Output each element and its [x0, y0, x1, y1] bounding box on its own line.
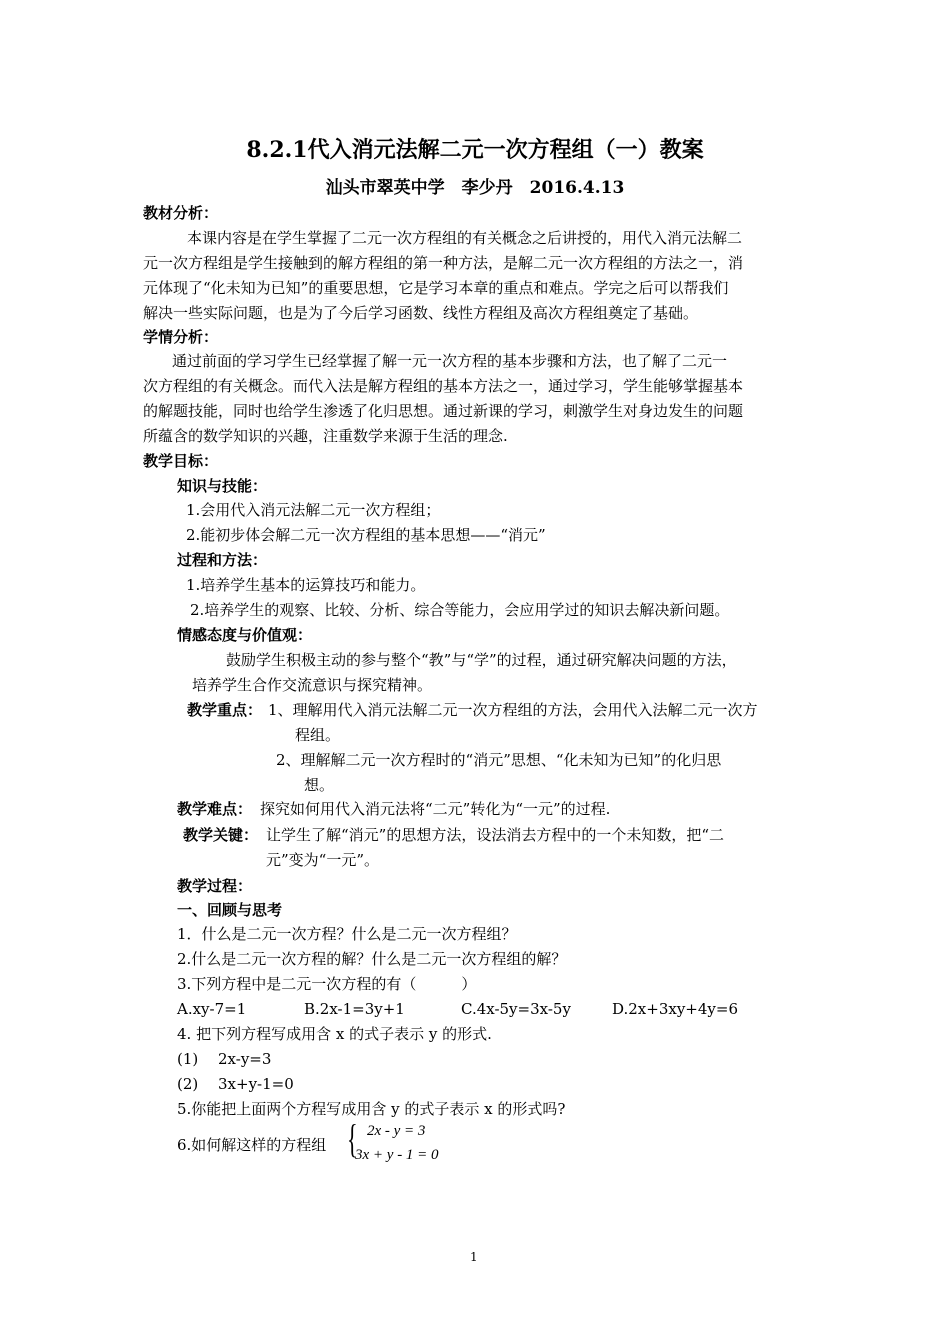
option-b: B.2x-1=3y+1 — [304, 1000, 405, 1018]
focus-item: 1、理解用代入消元法解二元一次方程组的方法，会用代入法解二元一次方 — [268, 701, 758, 719]
emotion-line: 鼓励学生积极主动的参与整个“教”与“学”的过程，通过研究解决问题的方法， — [226, 651, 737, 669]
page-subtitle: 汕头市翠英中学 李少丹 2016.4.13 — [325, 178, 625, 198]
students-line: 所蕴含的数学知识的兴趣，注重数学来源于生活的理念. — [143, 427, 508, 445]
system-equation: 3x + y - 1 = 0 — [355, 1147, 439, 1163]
process-heading: 过程和方法： — [177, 551, 268, 569]
key-text: 让学生了解“消元”的思想方法，设法消去方程中的一个未知数，把“二 — [266, 826, 725, 844]
system-equation: 2x - y = 3 — [367, 1123, 426, 1139]
sub-question: (2) 3x+y-1=0 — [177, 1075, 294, 1093]
key-text: 元”变为“一元”。 — [266, 851, 380, 869]
students-line: 的解题技能，同时也给学生渗透了化归思想。通过新课的学习，刺激学生对身边发生的问题 — [143, 402, 744, 420]
emotion-heading: 情感态度与价值观： — [177, 626, 313, 644]
process-item: 1.培养学生基本的运算技巧和能力。 — [186, 576, 426, 594]
material-line: 解决一些实际问题，也是为了今后学习函数、线性方程组及高次方程组奠定了基础。 — [143, 304, 699, 322]
question: 2.什么是二元一次方程的解？什么是二元一次方程组的解？ — [177, 950, 567, 968]
material-line: 元一次方程组是学生接触到的解方程组的第一种方法，是解二元一次方程组的方法之一，消 — [143, 254, 744, 272]
option-d: D.2x+3xy+4y=6 — [612, 1000, 739, 1018]
focus-item: 想。 — [304, 776, 335, 794]
option-a: A.xy-7=1 — [177, 1000, 247, 1018]
difficulty-text: 探究如何用代入消元法将“二元”转化为“一元”的过程. — [260, 800, 611, 818]
option-c: C.4x-5y=3x-5y — [461, 1000, 571, 1018]
knowledge-item: 2.能初步体会解二元一次方程组的基本思想——“消元” — [186, 526, 546, 544]
focus-item: 2、理解解二元一次方程时的“消元”思想、“化未知为已知”的化归思 — [276, 751, 722, 769]
students-heading: 学情分析： — [143, 328, 219, 346]
section-heading: 一、回顾与思考 — [177, 901, 283, 919]
sub-question: (1) 2x-y=3 — [177, 1050, 272, 1068]
question: 5.你能把上面两个方程写成用含 y 的式子表示 x 的形式吗? — [177, 1100, 566, 1118]
focus-item: 程组。 — [295, 726, 341, 744]
question: 4. 把下列方程写成用含 x 的式子表示 y 的形式. — [177, 1025, 492, 1043]
process-item: 2.培养学生的观察、比较、分析、综合等能力，会应用学过的知识去解决新问题。 — [190, 601, 730, 619]
material-line: 本课内容是在学生掌握了二元一次方程组的有关概念之后讲授的，用代入消元法解二 — [187, 229, 743, 247]
question: 3.下列方程中是二元一次方程的有（ ） — [177, 975, 477, 993]
students-line: 次方程组的有关概念。而代入法是解方程组的基本方法之一，通过学习，学生能够掌握基本 — [143, 377, 744, 395]
page-number: 1 — [470, 1250, 478, 1264]
material-heading: 教材分析： — [143, 204, 219, 222]
material-line: 元体现了“化未知为已知”的重要思想，它是学习本章的重点和难点。学完之后可以帮我们 — [143, 279, 729, 297]
focus-label: 教学重点： — [187, 701, 263, 719]
key-label: 教学关键： — [183, 826, 259, 844]
difficulty-label: 教学难点： — [177, 800, 253, 818]
knowledge-heading: 知识与技能： — [177, 477, 268, 495]
students-line: 通过前面的学习学生已经掌握了解一元一次方程的基本步骤和方法，也了解了二元一 — [172, 352, 728, 370]
knowledge-item: 1.会用代入消元法解二元一次方程组； — [186, 501, 441, 519]
question: 6.如何解这样的方程组 — [177, 1136, 327, 1154]
goals-heading: 教学目标： — [143, 452, 219, 470]
question: 1．什么是二元一次方程？什么是二元一次方程组？ — [177, 925, 517, 943]
page-title: 8.2.1代入消元法解二元一次方程组（一）教案 — [246, 137, 704, 163]
system-brace: { — [347, 1116, 358, 1161]
procedure-heading: 教学过程： — [177, 877, 253, 895]
emotion-line: 培养学生合作交流意识与探究精神。 — [192, 676, 433, 694]
